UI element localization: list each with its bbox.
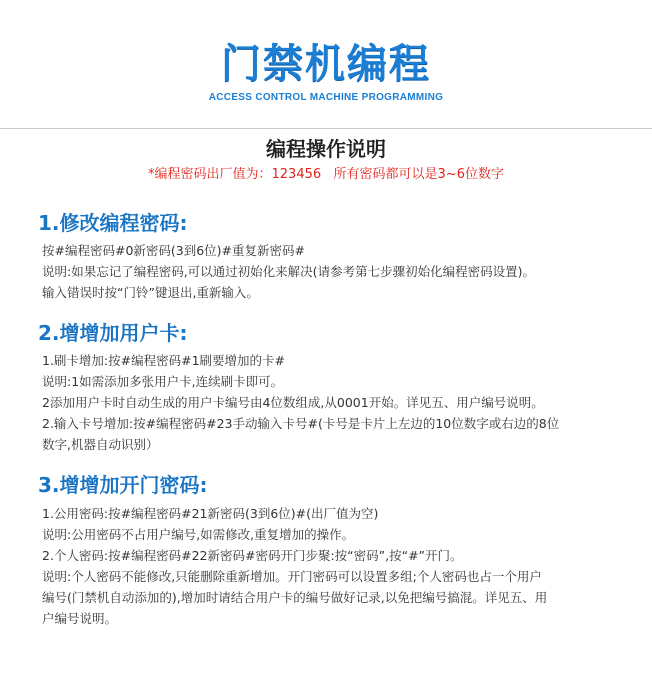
section-3-body <box>42 503 632 629</box>
section-1-line: 按#编程密码#0新密码(3到6位)#重复新密码# <box>42 243 306 258</box>
section-3-line: 户编号说明。 <box>42 611 118 626</box>
section-1-line: 输入错误时按“门铃”键退出,重新输入。 <box>42 285 259 300</box>
section-3-line: 1.公用密码:按#编程密码#21新密码(3到6位)#(出厂值为空) <box>42 506 379 521</box>
doc-title: 编程操作说明 <box>266 137 386 161</box>
section-2-heading: 2.增增加用户卡: <box>38 321 188 345</box>
section-1-body <box>42 240 632 303</box>
header <box>0 40 652 103</box>
section-2-line: 说明:1如需添加多张用户卡,连续刷卡即可。 <box>42 374 284 389</box>
section-3-line: 编号(门禁机自动添加的),增加时请结合用户卡的编号做好记录,以免把编号搞混。详见五、用 <box>42 590 548 605</box>
section-3-heading: 3.增增加开门密码: <box>38 473 208 497</box>
section-2-body <box>42 350 632 455</box>
main-title: 门禁机编程 <box>221 41 431 87</box>
section-2-line: 2添加用户卡时自动生成的用户卡编号由4位数组成,从0001开始。详见五、用户编号说明。 <box>42 395 544 410</box>
section-3-line: 说明:个人密码不能修改,只能删除重新增加。开门密码可以设置多组;个人密码也占一个用户 <box>42 569 542 584</box>
section-2-line: 1.刷卡增加:按#编程密码#1刷要增加的卡# <box>42 353 286 368</box>
default-password-notice: *编程密码出厂值为：123456 所有密码都可以是3~6位数字 <box>148 167 504 182</box>
header-divider <box>0 128 652 129</box>
section-3-line: 说明:公用密码不占用户编号,如需修改,重复增加的操作。 <box>42 527 355 542</box>
sub-title: ACCESS CONTROL MACHINE PROGRAMMING <box>208 92 444 103</box>
section-1-line: 说明:如果忘记了编程密码,可以通过初始化来解决(请参考第七步骤初始化编程密码设置)。 <box>42 264 535 279</box>
section-3-line: 2.个人密码:按#编程密码#22新密码#密码开门步聚:按“密码”,按“#”开门。 <box>42 548 463 563</box>
section-2-line: 2.输入卡号增加:按#编程密码#23手动输入卡号#(卡号是卡片上左边的10位数字或右边的8位 <box>42 416 560 431</box>
section-1-heading: 1.修改编程密码: <box>38 211 188 235</box>
section-2-line: 数字,机器自动识别） <box>42 437 159 452</box>
